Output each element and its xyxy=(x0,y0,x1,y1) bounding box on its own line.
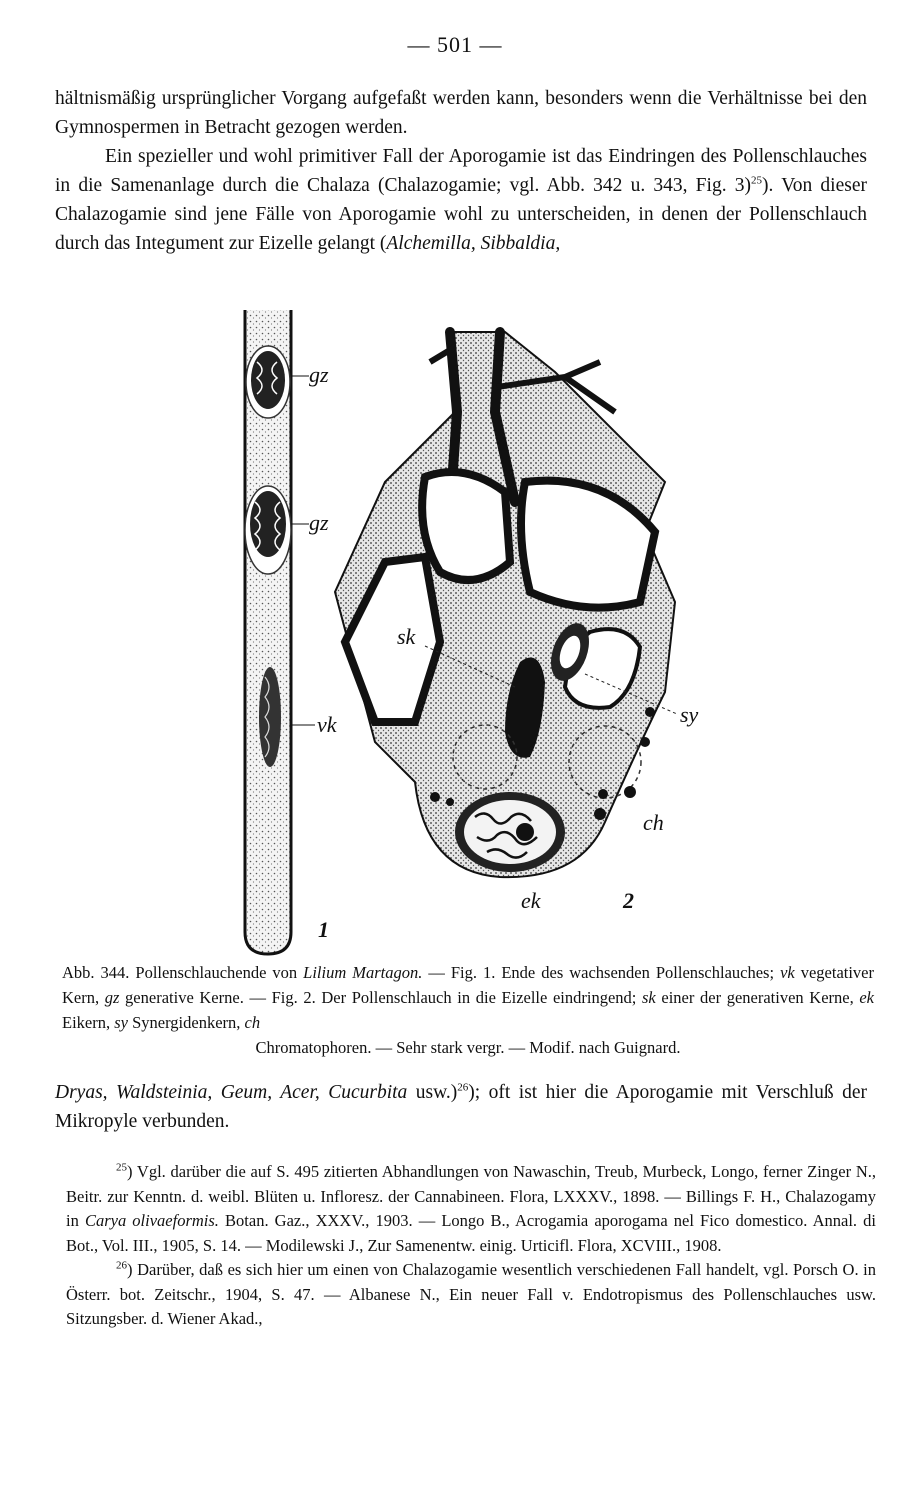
label-sk: sk xyxy=(397,624,416,649)
footnote-ref-26: 26 xyxy=(457,1081,469,1094)
caption-abbr-vk: vk xyxy=(780,963,795,982)
footnote-26-mark: 26 xyxy=(116,1259,127,1272)
body-text-bottom xyxy=(55,1078,867,1136)
label-gz-2: gz xyxy=(309,510,329,535)
caption-text-4: generative Kerne. — Fig. 2. Der Pollenschlauch in die Eizelle eindringend; xyxy=(119,988,642,1007)
caption-abbr-ek: ek xyxy=(859,988,875,1007)
caption-text-8: Chromatophoren. — Sehr stark vergr. — Modif. nach Guignard. xyxy=(255,1038,681,1057)
caption-text-3: vegetativer Kern, xyxy=(62,963,874,1007)
caption-text-2: — Fig. 1. Ende des wachsenden Pollenschlauches; xyxy=(422,963,781,982)
paragraph-2 xyxy=(55,142,867,258)
paragraph-2-italic: Alchemilla, Sibbaldia, xyxy=(386,233,561,254)
footnote-25-italic: Carya olivaeformis. xyxy=(84,1211,219,1230)
figure-caption xyxy=(62,960,874,1060)
footnotes xyxy=(66,1160,876,1332)
paragraph-1: hältnismäßig ursprünglicher Vorgang aufgefaßt werden kann, besonders wenn die Verhältnisse bei den Gymnospermen in Betracht gezogen werden. xyxy=(55,88,867,138)
label-ch: ch xyxy=(643,810,664,835)
fig1-pollen-tube xyxy=(245,310,291,954)
footnote-25-text: ) Vgl. darüber die auf S. 495 zitierten Abhandlungen von Nawaschin, Treub, Murbeck, Longo, ferner Zinger N., Beitr. zur Kenntn. d. weibl. Blüten u. Infloresz. der Cannabineen. Flora, LXXXV., 1898. — Billings F. H., Chalazogamy in xyxy=(66,1162,876,1230)
paragraph-2-text-cont: ). Von dieser Chalazogamie sind jene Fälle von Aporogamie wohl zu unterscheiden, in denen der Pollenschlauch durch das Integument zur Eizelle gelangt ( xyxy=(55,175,867,254)
caption-text-6: Eikern, xyxy=(62,1013,115,1032)
label-gz-1: gz xyxy=(309,362,329,387)
pollen-tube-drawing xyxy=(225,302,705,957)
page-number: — 501 — xyxy=(407,32,503,57)
footnote-26-text: ) Darüber, daß es sich hier um einen von Chalazogamie wesentlich verschiedenen Fall handelt, vgl. Porsch O. in Österr. bot. Zeitschr., 1904, S. 47. — Albanese N., Ein neuer Fall v. Endotropismus des Pollenschlauches usw. Sitzungsber. d. Wiener Akad., xyxy=(66,1260,876,1328)
footnote-26 xyxy=(66,1258,876,1332)
caption-text-7: Synergidenkern, xyxy=(127,1013,245,1032)
label-ek: ek xyxy=(521,888,541,913)
caption-abbr-gz: gz xyxy=(104,988,120,1007)
label-sy: sy xyxy=(680,702,699,727)
label-fig-2: 2 xyxy=(623,888,634,913)
footnote-25-text-cont: Botan. Gaz., XXXV., 1903. — Longo B., Acrogamia aporogama nel Fico domestico. Annal. di Bot., Vol. III., 1905, S. 14. — Modilewski J., Zur Samenentw. einig. Urticifl. Flora, XCVIII., 1908. xyxy=(66,1211,876,1255)
caption-abbr-sk: sk xyxy=(642,988,656,1007)
label-fig-1: 1 xyxy=(318,917,329,942)
fig2-embryo-sac xyxy=(335,332,675,877)
caption-abbr-ch: ch xyxy=(244,1013,261,1032)
caption-text-5: einer der generativen Kerne, xyxy=(655,988,860,1007)
paragraph-3-text: usw.) xyxy=(407,1082,458,1103)
caption-abbr-sy: sy xyxy=(114,1013,128,1032)
caption-species: Lilium Martagon. xyxy=(303,963,423,982)
caption-text-1: Abb. 344. Pollenschlauchende von xyxy=(62,963,304,982)
footnote-ref-25: 25 xyxy=(751,174,762,187)
figure-illustration xyxy=(225,302,705,957)
paragraph-3 xyxy=(55,1078,867,1136)
paragraph-2-text: Ein spezieller und wohl primitiver Fall der Aporogamie ist das Eindringen des Pollenschlauches in die Samenanlage durch die Chalaza (Chalazogamie; vgl. Abb. 342 u. 343, Fig. 3) xyxy=(55,146,867,196)
label-vk: vk xyxy=(317,712,337,737)
paragraph-3-text-cont: ); oft ist hier die Aporogamie mit Verschluß der Mikropyle verbunden. xyxy=(55,1082,868,1132)
footnote-25 xyxy=(66,1160,876,1258)
body-text-top xyxy=(55,84,867,258)
footnote-25-mark: 25 xyxy=(116,1161,127,1174)
paragraph-3-italic: Dryas, Waldsteinia, Geum, Acer, Cucurbita xyxy=(55,1082,408,1103)
